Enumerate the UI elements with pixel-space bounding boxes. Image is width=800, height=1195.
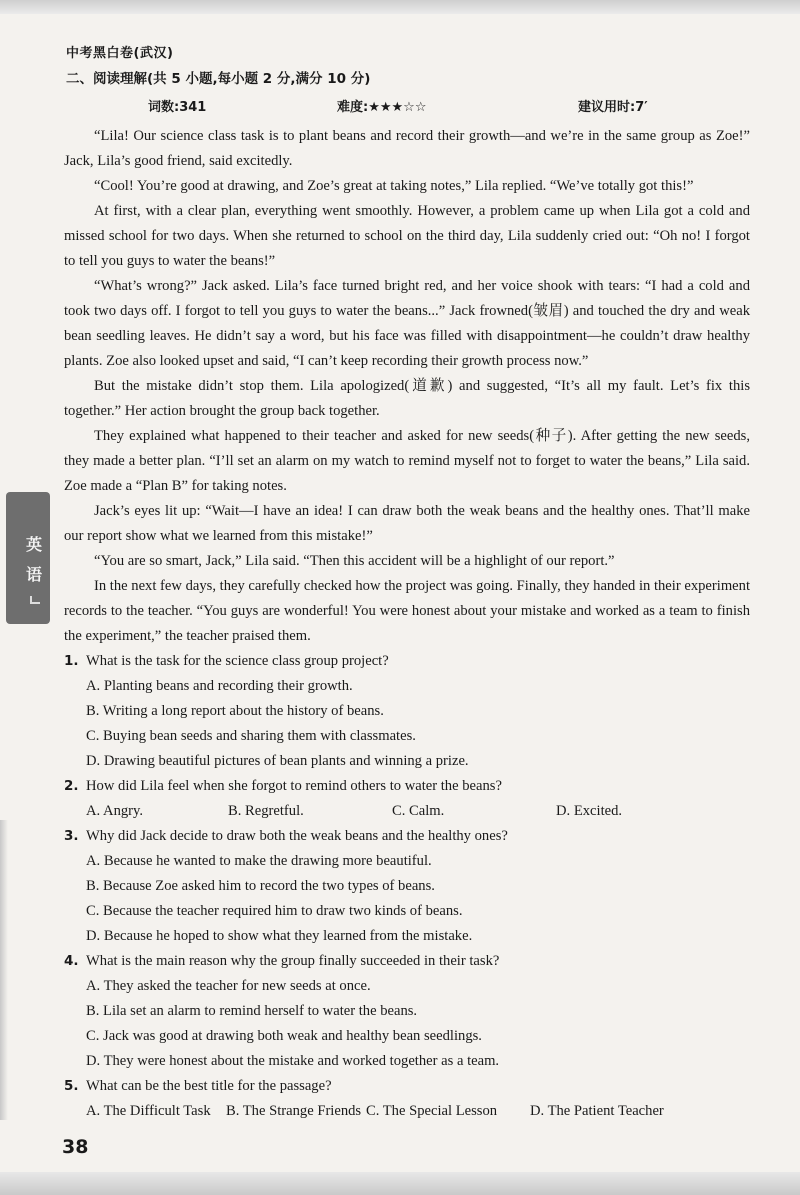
passage bbox=[64, 124, 750, 649]
difficulty-rating: 难度:★★★☆☆ bbox=[337, 100, 427, 115]
option-d: D. Because he hoped to show what they learned from the mistake. bbox=[86, 928, 473, 944]
subject-side-tab bbox=[6, 492, 50, 624]
question-number: 2. bbox=[64, 778, 79, 794]
side-tab-char: 语 bbox=[26, 565, 43, 584]
side-tab-char: 英 bbox=[26, 535, 43, 554]
option-row bbox=[64, 799, 750, 824]
passage-paragraph: Jack’s eyes lit up: “Wait—I have an idea! I can draw both the weak beans and the healthy ones. That’ll make our report show what we learned from this mistake!” bbox=[64, 503, 750, 544]
option-c: C. Calm. bbox=[392, 803, 445, 819]
question-text: What can be the best title for the passage? bbox=[86, 1078, 332, 1094]
option-row bbox=[64, 1099, 750, 1124]
option-a: A. They asked the teacher for new seeds at once. bbox=[86, 978, 371, 994]
question-text: Why did Jack decide to draw both the weak beans and the healthy ones? bbox=[86, 828, 508, 844]
option-b: B. Writing a long report about the history of beans. bbox=[86, 703, 384, 719]
question-1 bbox=[64, 649, 750, 774]
book-title: 中考黑白卷(武汉) bbox=[66, 46, 174, 61]
option-a: A. The Difficult Task bbox=[86, 1103, 211, 1119]
passage-paragraph: They explained what happened to their teacher and asked for new seeds(种子). After getting the new seeds, they made a better plan. “I’ll set an alarm on my watch to remind myself not to forget to water the beans,” Lila said. Zoe made a “Plan B” for taking notes. bbox=[64, 428, 750, 494]
page-number: 38 bbox=[62, 1136, 89, 1158]
option-c: C. Buying bean seeds and sharing them with classmates. bbox=[86, 728, 416, 744]
passage-paragraph: At first, with a clear plan, everything went smoothly. However, a problem came up when Lila got a cold and missed school for two days. When she returned to school on the third day, Lila suddenly cried out: “Oh no! I forgot to tell you guys to water the beans!” bbox=[64, 203, 750, 269]
question-text: How did Lila feel when she forgot to remind others to water the beans? bbox=[86, 778, 502, 794]
passage-paragraph: In the next few days, they carefully checked how the project was going. Finally, they handed in their experiment records to the teacher. “You guys are wonderful! You were honest about your mistake and worked as a team to finish the experiment,” the teacher praised them. bbox=[64, 578, 750, 644]
question-text: What is the task for the science class group project? bbox=[86, 653, 389, 669]
passage-paragraph: “You are so smart, Jack,” Lila said. “Then this accident will be a highlight of our report.” bbox=[94, 553, 615, 569]
option-b: B. The Strange Friends bbox=[226, 1103, 362, 1119]
passage-paragraph: But the mistake didn’t stop them. Lila apologized(道歉) and suggested, “It’s all my fault. Let’s fix this together.” Her action brought the group back together. bbox=[64, 378, 750, 419]
option-d: D. Drawing beautiful pictures of bean plants and winning a prize. bbox=[86, 753, 469, 769]
question-text: What is the main reason why the group finally succeeded in their task? bbox=[86, 953, 500, 969]
option-c: C. Because the teacher required him to draw two kinds of beans. bbox=[86, 903, 463, 919]
question-2 bbox=[64, 774, 750, 824]
option-b: B. Regretful. bbox=[228, 803, 304, 819]
binding-shadow bbox=[0, 820, 8, 1120]
word-count: 词数:341 bbox=[148, 100, 207, 115]
suggested-time: 建议用时:7′ bbox=[578, 100, 648, 115]
reading-body bbox=[64, 124, 750, 1124]
question-list bbox=[64, 649, 750, 1124]
corner-mark-icon bbox=[30, 596, 40, 604]
option-a: A. Because he wanted to make the drawing more beautiful. bbox=[86, 853, 432, 869]
option-b: B. Lila set an alarm to remind herself to water the beans. bbox=[86, 1003, 418, 1019]
option-c: C. The Special Lesson bbox=[366, 1103, 498, 1119]
question-number: 3. bbox=[64, 828, 79, 844]
question-4 bbox=[64, 949, 750, 1074]
option-a: A. Planting beans and recording their growth. bbox=[86, 678, 353, 694]
passage-paragraph: “What’s wrong?” Jack asked. Lila’s face turned bright red, and her voice shook with tears: “I had a cold and took two days off. I forgot to tell you guys to water the beans...” Jack frowned(皱眉) and touched the dry and weak bean seedling leaves. He didn’t say a word, but his face was filled with disappointment—he couldn’t draw healthy plants. Zoe also looked upset and said, “I can’t keep recording their growth process now.” bbox=[64, 278, 750, 369]
option-d: D. Excited. bbox=[556, 803, 623, 819]
question-number: 4. bbox=[64, 953, 79, 969]
option-d: D. They were honest about the mistake and worked together as a team. bbox=[86, 1053, 500, 1069]
question-5 bbox=[64, 1074, 750, 1124]
question-number: 1. bbox=[64, 653, 79, 669]
scan-top-edge bbox=[0, 0, 800, 14]
scan-bottom-edge bbox=[0, 1172, 800, 1195]
passage-paragraph: “Cool! You’re good at drawing, and Zoe’s great at taking notes,” Lila replied. “We’ve totally got this!” bbox=[94, 178, 694, 194]
option-a: A. Angry. bbox=[86, 803, 144, 819]
passage-paragraph: “Lila! Our science class task is to plant beans and record their growth—and we’re in the same group as Zoe!” Jack, Lila’s good friend, said excitedly. bbox=[64, 128, 750, 169]
option-c: C. Jack was good at drawing both weak and healthy bean seedlings. bbox=[86, 1028, 482, 1044]
option-b: B. Because Zoe asked him to record the two types of beans. bbox=[86, 878, 435, 894]
question-number: 5. bbox=[64, 1078, 79, 1094]
section-title: 二、阅读理解(共 5 小题,每小题 2 分,满分 10 分) bbox=[66, 71, 371, 87]
question-3 bbox=[64, 824, 750, 949]
option-d: D. The Patient Teacher bbox=[530, 1103, 664, 1119]
